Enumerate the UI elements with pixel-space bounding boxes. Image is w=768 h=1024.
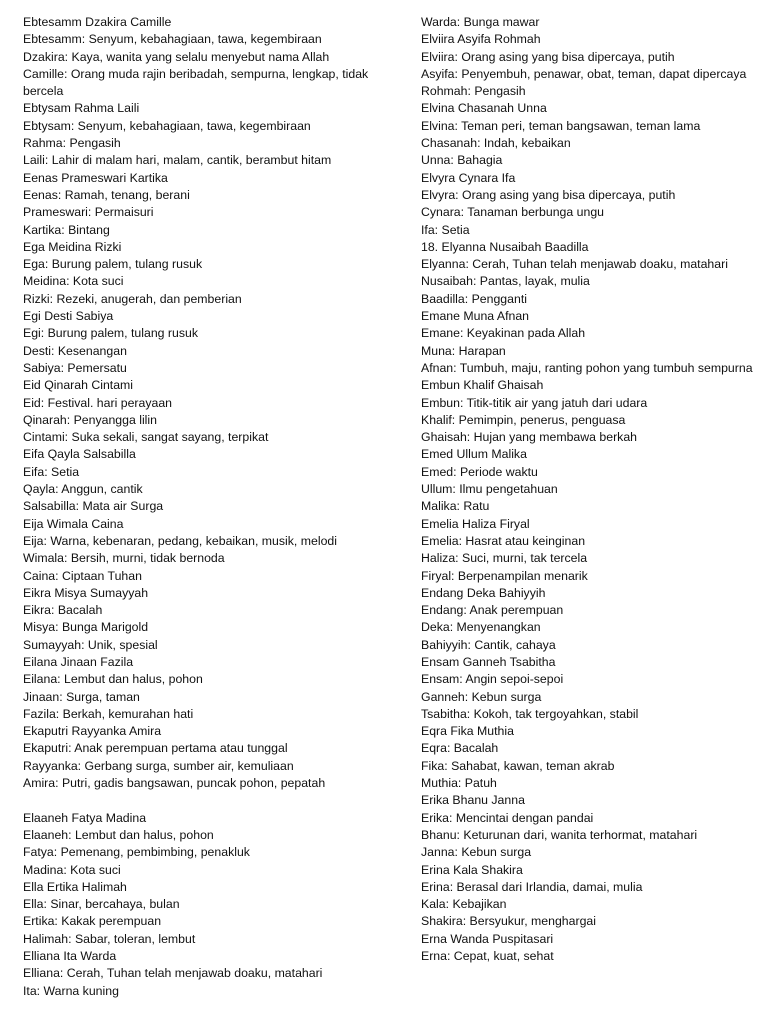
text-line: Warda: Bunga mawar — [421, 15, 540, 29]
text-line: Fazila: Berkah, kemurahan hati — [23, 706, 194, 721]
text-line: Elaaneh: Lembut dan halus, pohon — [23, 827, 214, 842]
text-line: Jinaan: Surga, taman — [23, 689, 140, 704]
text-line: Erina: Berasal dari Irlandia, damai, mulia — [421, 879, 643, 894]
text-line: Fatya: Pemenang, pembimbing, penakluk — [23, 845, 250, 860]
text-line: Shakira: Bersyukur, menghargai — [421, 914, 596, 929]
text-line: Emed Ullum Malika — [421, 447, 527, 462]
text-line: Egi: Burung palem, tulang rusuk — [23, 326, 198, 341]
text-line: Elvina Chasanah Unna — [421, 101, 547, 116]
text-line: Tsabitha: Kokoh, tak tergoyahkan, stabil — [421, 706, 639, 721]
text-line: Dzakira: Kaya, wanita yang selalu menyebut nama Allah — [23, 49, 330, 64]
text-line: Eid: Festival. hari perayaan — [23, 395, 173, 410]
text-line: Cintami: Suka sekali, sangat sayang, terpikat — [23, 430, 269, 445]
text-line: Bhanu: Keturunan dari, wanita terhormat, matahari — [421, 827, 698, 842]
text-line: Emane Muna Afnan — [421, 309, 530, 324]
text-line: Kartika: Bintang — [23, 222, 110, 237]
text-line: Eenas: Ramah, tenang, berani — [23, 187, 190, 202]
text-line: Rohmah: Pengasih — [421, 84, 526, 99]
text-line: Eifa Qayla Salsabilla — [23, 447, 136, 462]
text-line: Qinarah: Penyangga lilin — [23, 412, 157, 427]
text-line: Eija: Warna, kebenaran, pedang, kebaikan, musik, melodi — [23, 533, 337, 548]
text-line: Erika Bhanu Janna — [421, 793, 525, 808]
text-line: Ega: Burung palem, tulang rusuk — [23, 257, 203, 272]
text-line: Endang: Anak perempuan — [421, 603, 564, 618]
text-line: Erna Wanda Puspitasari — [421, 931, 554, 946]
text-line: 18. Elyanna Nusaibah Baadilla — [421, 239, 589, 254]
text-line: Erika: Mencintai dengan pandai — [421, 810, 594, 825]
text-line: Nusaibah: Pantas, layak, mulia — [421, 274, 590, 289]
text-line: Rayyanka: Gerbang surga, sumber air, kemuliaan — [23, 758, 294, 773]
text-line: Eqra: Bacalah — [421, 741, 499, 756]
text-line: Elviira Asyifa Rohmah — [421, 32, 541, 47]
text-line: Rizki: Rezeki, anugerah, dan pemberian — [23, 291, 242, 306]
text-line: Chasanah: Indah, kebaikan — [421, 136, 571, 151]
text-line: Elliana Ita Warda — [23, 949, 117, 964]
text-line: Rahma: Pengasih — [23, 136, 121, 151]
text-line: Eifa: Setia — [23, 464, 80, 479]
text-line: Salsabilla: Mata air Surga — [23, 499, 164, 514]
text-line: Erna: Cepat, kuat, sehat — [421, 949, 554, 964]
text-line: Halimah: Sabar, toleran, lembut — [23, 931, 196, 946]
text-line: Camille: Orang muda rajin beribadah, sempurna, lengkap, tidak bercela — [23, 66, 369, 99]
text-line: Laili: Lahir di malam hari, malam, cantik, berambut hitam — [23, 153, 332, 168]
text-line: Egi Desti Sabiya — [23, 309, 114, 324]
text-line: Fika: Sahabat, kawan, teman akrab — [421, 758, 615, 773]
text-line: Malika: Ratu — [421, 499, 490, 514]
text-line: Elliana: Cerah, Tuhan telah menjawab doaku, matahari — [23, 966, 323, 981]
text-line: Amira: Putri, gadis bangsawan, puncak pohon, pepatah — [23, 776, 326, 791]
left-column — [23, 14, 398, 1000]
text-line: Elaaneh Fatya Madina — [23, 810, 147, 825]
text-line: Emane: Keyakinan pada Allah — [421, 326, 586, 341]
text-line: Ita: Warna kuning — [23, 983, 119, 998]
text-line — [23, 792, 398, 809]
text-line: Ega Meidina Rizki — [23, 239, 122, 254]
text-line: Ghaisah: Hujan yang membawa berkah — [421, 430, 638, 445]
text-line: Afnan: Tumbuh, maju, ranting pohon yang tumbuh sempurna — [421, 360, 753, 375]
text-line: Bahiyyih: Cantik, cahaya — [421, 637, 556, 652]
text-line: Khalif: Pemimpin, penerus, penguasa — [421, 412, 626, 427]
text-line: Eikra: Bacalah — [23, 603, 103, 618]
text-line: Elyanna: Cerah, Tuhan telah menjawab doaku, matahari — [421, 257, 728, 272]
text-line: Ensam: Angin sepoi-sepoi — [421, 672, 564, 687]
text-line: Desti: Kesenangan — [23, 343, 127, 358]
text-line: Ebtesamm: Senyum, kebahagiaan, tawa, kegembiraan — [23, 32, 322, 47]
text-line: Ebtesamm Dzakira Camille — [23, 15, 172, 29]
text-line: Muthia: Patuh — [421, 776, 497, 791]
text-line: Elvyra: Orang asing yang bisa dipercaya, putih — [421, 187, 676, 202]
text-line: Endang Deka Bahiyyih — [421, 585, 546, 600]
text-line: Elviira: Orang asing yang bisa dipercaya, putih — [421, 49, 675, 64]
text-line: Ella: Sinar, bercahaya, bulan — [23, 897, 180, 912]
text-line: Ifa: Setia — [421, 222, 470, 237]
text-line: Eikra Misya Sumayyah — [23, 585, 149, 600]
text-line: Ekaputri Rayyanka Amira — [23, 724, 162, 739]
text-line: Madina: Kota suci — [23, 862, 121, 877]
text-line: Deka: Menyenangkan — [421, 620, 541, 635]
text-line: Baadilla: Pengganti — [421, 291, 527, 306]
text-line: Ensam Ganneh Tsabitha — [421, 654, 556, 669]
text-line: Kala: Kebajikan — [421, 897, 507, 912]
text-line: Asyifa: Penyembuh, penawar, obat, teman, dapat dipercaya — [421, 66, 747, 81]
text-line: Sabiya: Pemersatu — [23, 360, 127, 375]
text-line: Ekaputri: Anak perempuan pertama atau tunggal — [23, 741, 288, 756]
right-column — [421, 14, 761, 965]
text-line: Haliza: Suci, murni, tak tercela — [421, 551, 588, 566]
text-line: Eenas Prameswari Kartika — [23, 170, 168, 185]
text-line: Qayla: Anggun, cantik — [23, 482, 143, 497]
text-line: Embun Khalif Ghaisah — [421, 378, 544, 393]
text-line: Eilana Jinaan Fazila — [23, 654, 134, 669]
text-line: Erina Kala Shakira — [421, 862, 523, 877]
text-line: Janna: Kebun surga — [421, 845, 532, 860]
text-line: Sumayyah: Unik, spesial — [23, 637, 158, 652]
text-line: Wimala: Bersih, murni, tidak bernoda — [23, 551, 225, 566]
text-line: Muna: Harapan — [421, 343, 506, 358]
text-line: Embun: Titik-titik air yang jatuh dari udara — [421, 395, 648, 410]
text-line: Caina: Ciptaan Tuhan — [23, 568, 142, 583]
text-line: Cynara: Tanaman berbunga ungu — [421, 205, 604, 220]
text-line: Eid Qinarah Cintami — [23, 378, 134, 393]
text-line: Ganneh: Kebun surga — [421, 689, 542, 704]
text-line: Eilana: Lembut dan halus, pohon — [23, 672, 203, 687]
text-line: Prameswari: Permaisuri — [23, 205, 154, 220]
text-line: Ebtysam Rahma Laili — [23, 101, 140, 116]
text-line: Firyal: Berpenampilan menarik — [421, 568, 588, 583]
text-line: Misya: Bunga Marigold — [23, 620, 149, 635]
text-line: Ella Ertika Halimah — [23, 879, 127, 894]
text-line: Elvyra Cynara Ifa — [421, 170, 516, 185]
text-line: Ullum: Ilmu pengetahuan — [421, 482, 558, 497]
text-line: Eqra Fika Muthia — [421, 724, 514, 739]
text-line: Meidina: Kota suci — [23, 274, 124, 289]
text-line: Ertika: Kakak perempuan — [23, 914, 162, 929]
text-line: Elvina: Teman peri, teman bangsawan, teman lama — [421, 118, 701, 133]
text-line: Eija Wimala Caina — [23, 516, 124, 531]
text-line: Unna: Bahagia — [421, 153, 503, 168]
text-line: Ebtysam: Senyum, kebahagiaan, tawa, kegembiraan — [23, 118, 311, 133]
text-line: Emelia: Hasrat atau keinginan — [421, 533, 586, 548]
text-line: Emed: Periode waktu — [421, 464, 538, 479]
text-line: Emelia Haliza Firyal — [421, 516, 530, 531]
